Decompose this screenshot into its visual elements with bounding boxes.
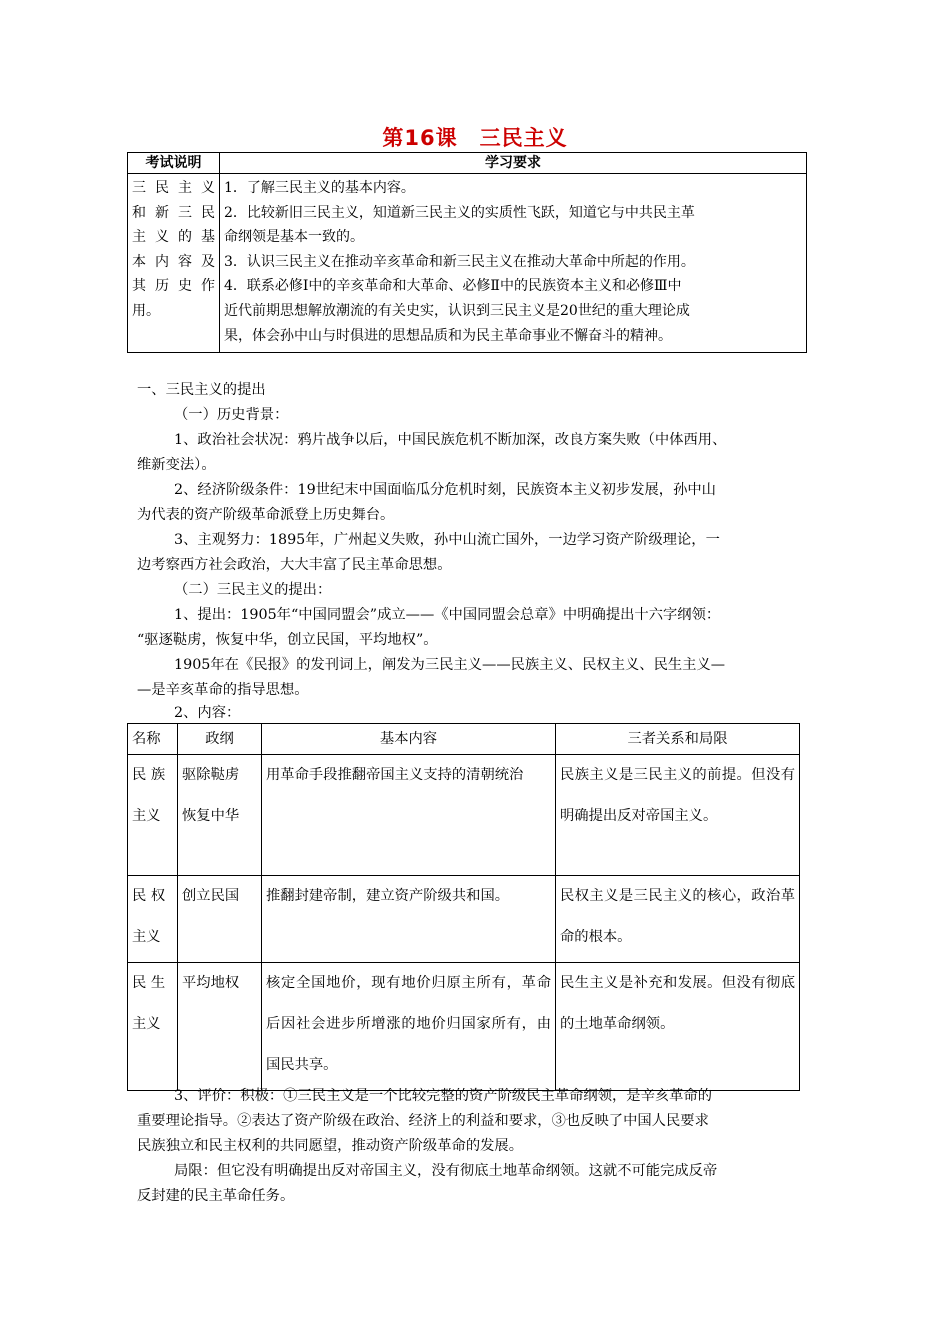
- table-row: [128, 755, 800, 876]
- requirement-line: 2．比较新旧三民主义，知道新三民主义的实质性飞跃，知道它与中共民主革: [224, 204, 695, 221]
- page-title: 第16课 三民主义: [382, 126, 568, 150]
- exam-line: 其历史作: [132, 278, 215, 295]
- paragraph-line: 2、经济阶级条件：19世纪末中国面临瓜分危机时刻，民族资本主义初步发展，孙中山: [174, 482, 716, 498]
- exam-line: 用。: [132, 302, 160, 319]
- cell-line: 主义: [132, 808, 161, 824]
- exam-line: 本内容及: [132, 253, 215, 270]
- row-relation-cell: 民族主义是三民主义的前提。但没有明确提出反对帝国主义。: [556, 755, 800, 876]
- requirement-line: 近代前期思想解放潮流的有关史实，认识到三民主义是20世纪的重大理论成: [224, 302, 690, 319]
- exam-description-cell: [128, 174, 220, 353]
- cell-line: 恢复中华: [182, 808, 240, 824]
- row-name-cell: [128, 755, 178, 876]
- paragraph-line: 1、提出：1905年“中国同盟会”成立——《中国同盟会总章》中明确提出十六字纲领：: [174, 607, 721, 623]
- cell-line: 平均地权: [182, 975, 240, 991]
- subsection-background: （一）历史背景：: [174, 407, 289, 423]
- row-program-cell: [178, 963, 262, 1091]
- requirement-line: 3．认识三民主义在推动辛亥革命和新三民主义在推动大革命中所起的作用。: [224, 253, 695, 270]
- exam-line: 和新三民: [132, 204, 215, 221]
- paragraph-line: “驱逐鞑虏，恢复中华，创立民国，平均地权”。: [137, 632, 438, 648]
- cell-line: 民 族: [132, 767, 166, 783]
- row-relation-cell: 民生主义是补充和发展。但没有彻底的土地革命纲领。: [556, 963, 800, 1091]
- content-table: [127, 723, 800, 1091]
- row-name-cell: [128, 876, 178, 963]
- cell-line: 主义: [132, 929, 161, 945]
- requirement-line: 4．联系必修Ⅰ中的辛亥革命和大革命、必修Ⅱ中的民族资本主义和必修Ⅲ中: [224, 278, 682, 295]
- column-header-relation: 三者关系和局限: [556, 724, 800, 755]
- paragraph-line: 边考察西方社会政治，大大丰富了民主革命思想。: [137, 557, 452, 573]
- row-content-cell: 推翻封建帝制，建立资产阶级共和国。: [262, 876, 556, 963]
- subsection-proposal: （二）三民主义的提出：: [174, 582, 332, 598]
- table-header-row: [128, 724, 800, 755]
- paragraph-line: 为代表的资产阶级革命派登上历史舞台。: [137, 507, 395, 523]
- requirements-table: [127, 152, 807, 353]
- exam-description-header: 考试说明: [128, 153, 220, 174]
- paragraph-line: 3、主观努力：1895年，广州起义失败，孙中山流亡国外，一边学习资产阶级理论，一: [174, 532, 720, 548]
- learning-requirements-header: 学习要求: [220, 153, 807, 174]
- cell-line: 创立民国: [182, 888, 240, 904]
- limitation-line: 局限：但它没有明确提出反对帝国主义，没有彻底土地革命纲领。这就不可能完成反帝: [174, 1163, 718, 1179]
- row-program-cell: [178, 755, 262, 876]
- row-content-cell: 核定全国地价，现有地价归原主所有，革命后因社会进步所增涨的地价归国家所有，由国民共享。: [262, 963, 556, 1091]
- column-header-name: 名称: [128, 724, 178, 755]
- evaluation-line: 3、评价：积极：①三民主义是一个比较完整的资产阶级民主革命纲领，是辛亥革命的: [174, 1088, 713, 1104]
- paragraph-line: 2、内容：: [174, 705, 241, 721]
- section-heading: 一、三民主义的提出: [137, 382, 266, 398]
- cell-line: 主义: [132, 1016, 161, 1032]
- requirement-line: 1．了解三民主义的基本内容。: [224, 180, 415, 196]
- requirement-line: 果，体会孙中山与时俱进的思想品质和为民主革命事业不懈奋斗的精神。: [224, 327, 672, 344]
- limitation-line: 反封建的民主革命任务。: [137, 1188, 295, 1204]
- cell-line: 民 生: [132, 975, 166, 991]
- requirement-line: 命纲领是基本一致的。: [224, 229, 364, 246]
- paragraph-line: 维新变法）。: [137, 457, 216, 473]
- column-header-program: 政纲: [178, 724, 262, 755]
- table-row: [128, 963, 800, 1091]
- column-header-content: 基本内容: [262, 724, 556, 755]
- exam-line: 主义的基: [132, 229, 215, 246]
- row-content-cell: 用革命手段推翻帝国主义支持的清朝统治: [262, 755, 556, 876]
- cell-line: 驱除鞑虏: [182, 767, 240, 783]
- row-relation-cell: 民权主义是三民主义的核心，政治革命的根本。: [556, 876, 800, 963]
- row-program-cell: [178, 876, 262, 963]
- table-row: [128, 876, 800, 963]
- paragraph-line: 1、政治社会状况：鸦片战争以后，中国民族危机不断加深，改良方案失败（中体西用、: [174, 432, 727, 448]
- learning-requirements-cell: [220, 174, 807, 353]
- paragraph-line: —是辛亥革命的指导思想。: [137, 682, 309, 698]
- cell-line: 民 权: [132, 888, 166, 904]
- row-name-cell: [128, 963, 178, 1091]
- evaluation-line: 民族独立和民主权利的共同愿望，推动资产阶级革命的发展。: [137, 1138, 524, 1154]
- exam-line: 三民主义: [132, 180, 215, 196]
- paragraph-line: 1905年在《民报》的发刊词上，阐发为三民主义——民族主义、民权主义、民生主义—: [174, 657, 726, 673]
- evaluation-line: 重要理论指导。②表达了资产阶级在政治、经济上的利益和要求，③也反映了中国人民要求: [137, 1113, 709, 1129]
